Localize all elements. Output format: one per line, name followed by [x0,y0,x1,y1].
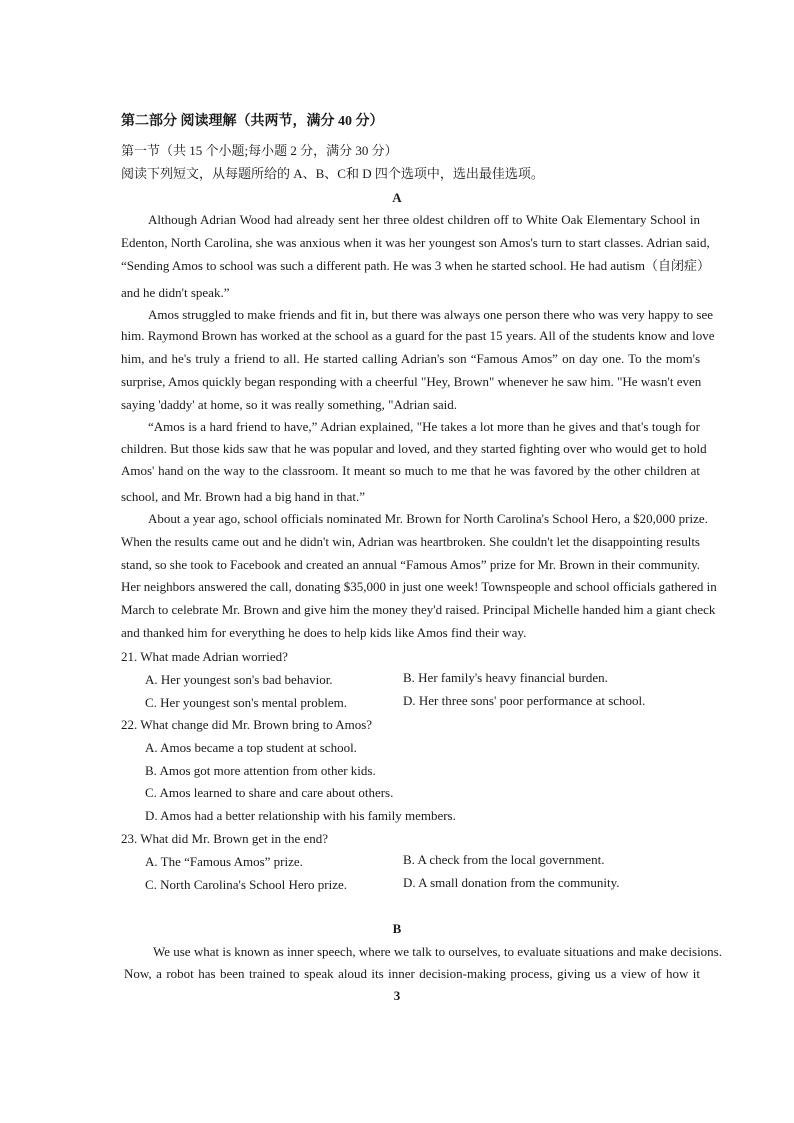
passage-a-line: “Sending Amos to school was such a different path. He was 3 when he started school. He had autism（自闭症） [121,258,710,273]
passage-b-line: Now, a robot has been trained to speak aloud its inner decision-making process, giving us a view of how it [124,966,700,981]
section-title: 第二部分 阅读理解（共两节，满分 40 分） [121,114,384,129]
passage-a-label: A [392,190,402,205]
passage-a-line: Amos' hand on the way to the classroom. It meant so much to me that he was favored by the other children at [121,463,700,478]
passage-a-line: him, and he's truly a friend to all. He started calling Adrian's son “Famous Amos” on day one. To the mom's [121,351,700,366]
passage-a-line: and he didn't speak.” [121,285,230,300]
passage-a-line: children. But those kids saw that he was popular and loved, and they started fighting over who would get to hold [121,441,707,456]
passage-b-label: B [392,921,402,936]
passage-a-line: Amos struggled to make friends and fit in, but there was always one person there who was very happy to see [148,307,713,322]
answer-option[interactable]: D. Her three sons' poor performance at school. [403,693,646,708]
passage-a-line: Although Adrian Wood had already sent her three oldest children off to White Oak Elementary School in [148,212,700,227]
answer-option[interactable]: B. Her family's heavy financial burden. [403,670,608,685]
answer-option[interactable]: C. Amos learned to share and care about others. [145,785,394,800]
passage-a-line: and thanked him for everything he does to help kids like Amos find their way. [121,625,527,640]
question-stem: 21. What made Adrian worried? [121,649,288,664]
answer-option[interactable]: A. The “Famous Amos” prize. [145,854,303,869]
passage-a-line: him. Raymond Brown has worked at the school as a guard for the past 15 years. All of the students know and love [121,328,715,343]
passage-a-line: Edenton, North Carolina, she was anxious when it was her youngest son Amos's turn to start classes. Adrian said, [121,235,710,250]
passage-a-line: surprise, Amos quickly began responding with a cheerful "Hey, Brown" whenever he saw him. "He wasn't even [121,374,702,389]
passage-a-line: When the results came out and he didn't win, Adrian was heartbroken. She couldn't let the disappointing results [121,534,700,549]
passage-a-line: school, and Mr. Brown had a big hand in that.” [121,489,366,504]
passage-a-line: Her neighbors answered the call, donating $35,000 in just one week! Townspeople and school officials gathered in [121,579,717,594]
answer-option[interactable]: D. Amos had a better relationship with his family members. [145,808,456,823]
page-number: 3 [393,988,401,1003]
passage-a-line: March to celebrate Mr. Brown and give him the money they'd raised. Principal Michelle handed him a giant check [121,602,716,617]
passage-b-line: We use what is known as inner speech, where we talk to ourselves, to evaluate situations and make decisions. [153,944,722,959]
answer-option[interactable]: C. North Carolina's School Hero prize. [145,877,347,892]
passage-a-line: stand, so she took to Facebook and created an annual “Famous Amos” prize for Mr. Brown in their community. [121,557,700,572]
question-stem: 23. What did Mr. Brown get in the end? [121,831,329,846]
answer-option[interactable]: C. Her youngest son's mental problem. [145,695,348,710]
passage-a-line: saying 'daddy' at home, so it was really something, "Adrian said. [121,397,458,412]
subsection-title: 第一节（共 15 个小题;每小题 2 分，满分 30 分） [121,143,398,158]
answer-option[interactable]: B. Amos got more attention from other kids. [145,763,376,778]
answer-option[interactable]: A. Her youngest son's bad behavior. [145,672,333,687]
answer-option[interactable]: B. A check from the local government. [403,852,605,867]
passage-a-line: “Amos is a hard friend to have,” Adrian explained, "He takes a lot more than he gives and that's tough for [148,419,700,434]
answer-option[interactable]: A. Amos became a top student at school. [145,740,357,755]
answer-option[interactable]: D. A small donation from the community. [403,875,620,890]
question-stem: 22. What change did Mr. Brown bring to Amos? [121,717,373,732]
instructions: 阅读下列短文，从每题所给的 A、B、C和 D 四个选项中，选出最佳选项。 [121,166,544,181]
passage-a-line: About a year ago, school officials nominated Mr. Brown for North Carolina's School Hero, a $20,000 prize. [148,511,708,526]
